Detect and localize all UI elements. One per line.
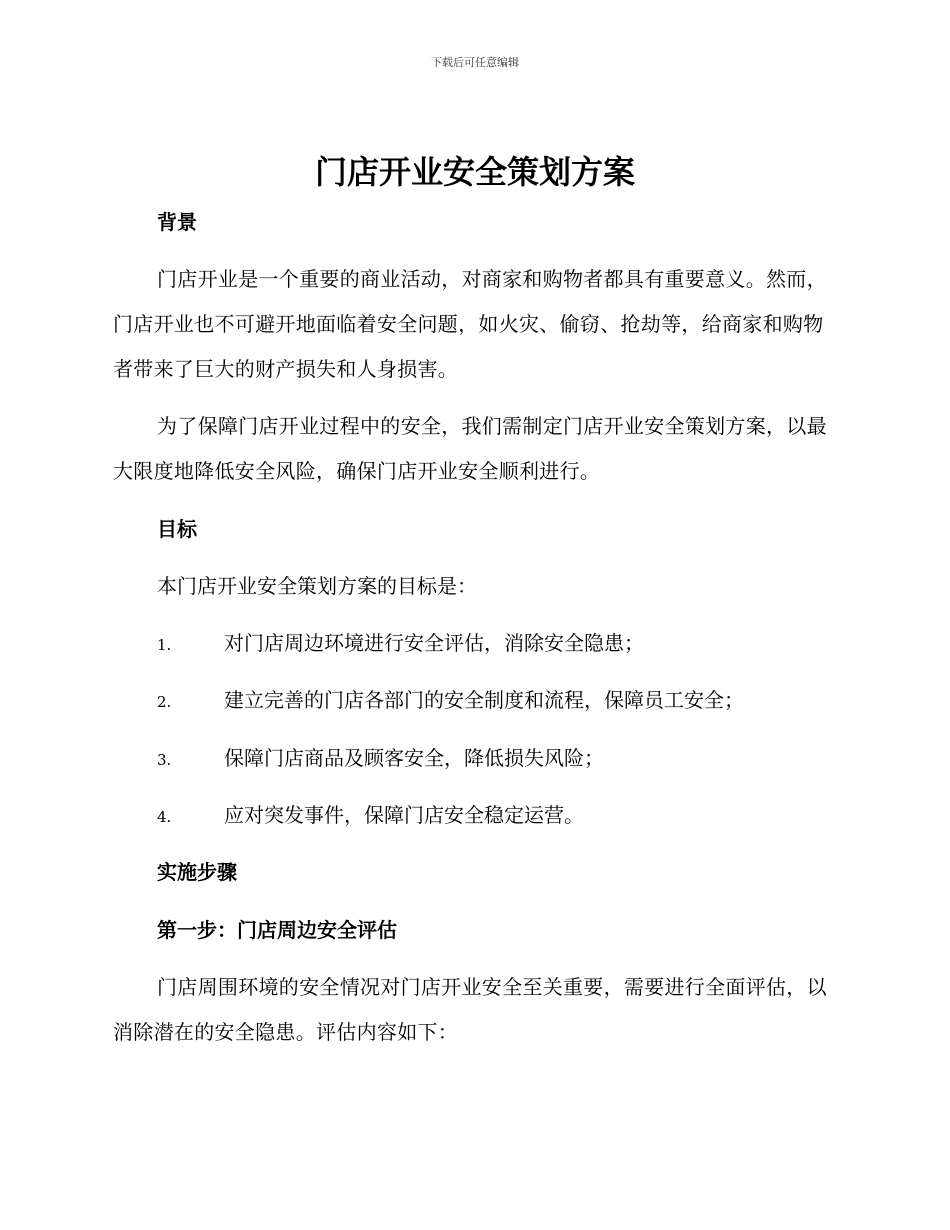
list-number: 1. <box>157 636 172 654</box>
list-number: 3. <box>157 751 172 769</box>
list-number: 2. <box>157 693 172 711</box>
background-paragraph-1: 门店开业是一个重要的商业活动，对商家和购物者都具有重要意义。然而，门店开业也不可避开地面临着安全问题，如火灾、偷窃、抢劫等，给商家和购物者带来了巨大的财产损失和人身损害。 <box>113 267 827 381</box>
page-header-note: 下载后可任意编辑 <box>431 56 519 69</box>
list-number: 4. <box>157 808 172 826</box>
goal-list-item <box>157 802 584 830</box>
goal-list-item <box>157 687 744 715</box>
step1-paragraph-1: 门店周围环境的安全情况对门店开业安全至关重要，需要进行全面评估，以消除潜在的安全隐患。评估内容如下： <box>113 975 827 1044</box>
list-item-text: 建立完善的门店各部门的安全制度和流程，保障员工安全； <box>224 688 744 712</box>
list-item-text: 对门店周边环境进行安全评估，消除安全隐患； <box>224 631 644 655</box>
section-heading-goal: 目标 <box>157 517 197 541</box>
section-heading-steps: 实施步骤 <box>157 860 237 884</box>
goal-list-item <box>157 630 644 658</box>
list-item-text: 保障门店商品及顾客安全，降低损失风险； <box>224 746 604 770</box>
subsection-heading-step1: 第一步：门店周边安全评估 <box>157 918 397 942</box>
goal-intro: 本门店开业安全策划方案的目标是： <box>157 574 477 598</box>
list-item-text: 应对突发事件，保障门店安全稳定运营。 <box>224 803 584 827</box>
background-paragraph-2: 为了保障门店开业过程中的安全，我们需制定门店开业安全策划方案，以最大限度地降低安全风险，确保门店开业安全顺利进行。 <box>113 414 827 483</box>
document-title: 门店开业安全策划方案 <box>314 153 635 191</box>
section-heading-background: 背景 <box>157 210 197 234</box>
goal-list-item <box>157 745 604 773</box>
